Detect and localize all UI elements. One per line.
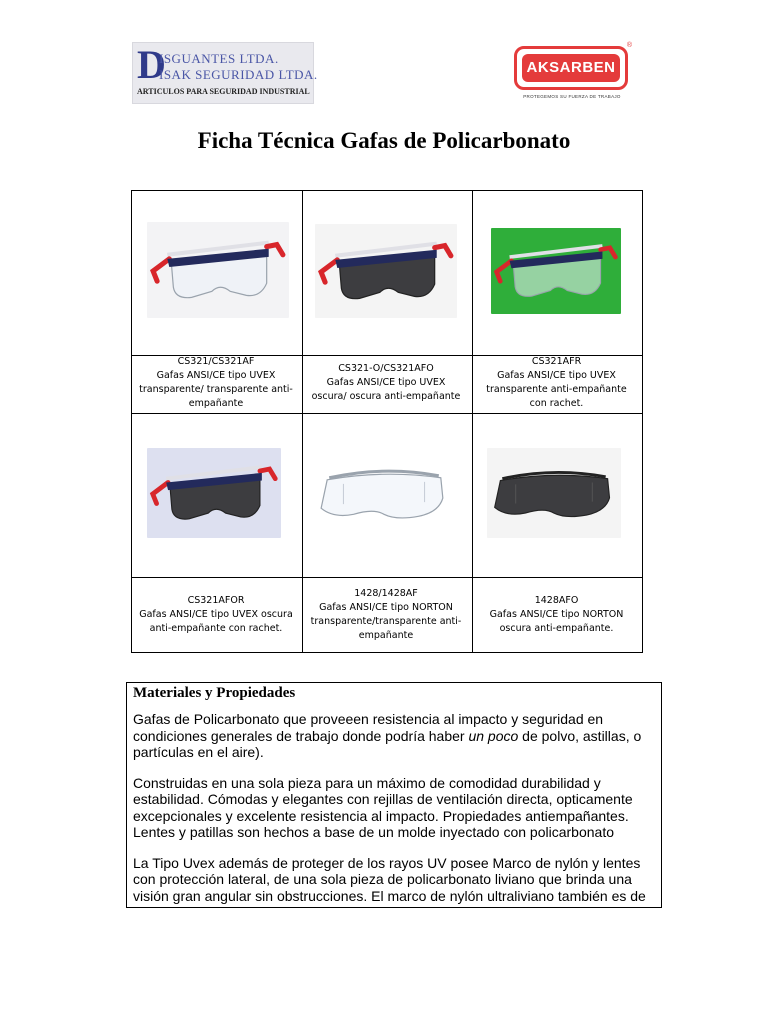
aksarben-name: AKSARBEN [522,54,620,82]
registered-mark: ® [626,42,632,49]
product-description-line: transparente/ transparente anti- [139,384,293,395]
safety-glasses-illustration [147,222,289,318]
aksarben-logo [512,44,632,100]
product-photo [491,228,621,314]
p1-text-b: de polvo, astillas, o partículas en el aire). [133,727,642,760]
product-code: CS321AFR [531,356,582,367]
product-code: 1428AFO [534,594,579,606]
logo-tagline: ARTICULOS PARA SEGURIDAD INDUSTRIAL [137,87,310,96]
row-divider [132,413,642,414]
product-photo [315,224,457,318]
product-description-line: transparente anti-empañante [486,384,627,395]
materials-heading: Materiales y Propiedades [133,685,296,701]
aksarben-slogan: PROTEGEMOS SU FUERZA DE TRABAJO [523,94,621,99]
product-photo [147,448,281,538]
safety-glasses-illustration [313,444,455,542]
disguantes-logo [132,42,318,104]
aksarben-badge [514,46,628,90]
product-description-line: Gafas ANSI/CE tipo UVEX oscura [139,608,293,620]
page-title: Ficha Técnica Gafas de Policarbonato [197,128,571,153]
product-code: 1428/1428AF [354,587,418,599]
product-code: CS321AFOR [187,594,245,606]
logo-letter: D [137,42,166,87]
product-description-line: transparente/transparente anti- [310,615,462,627]
materials-paragraph-1 [133,711,654,761]
product-caption [133,594,299,636]
product-description-line: Gafas ANSI/CE tipo NORTON [489,608,624,620]
product-photo [147,222,289,318]
column-divider [472,191,473,652]
product-description-line: Gafas ANSI/CE tipo UVEX [326,377,446,388]
materials-paragraph-3: La Tipo Uvex además de proteger de los rayos UV posee Marco de nylón y lentes con protección lateral, de una sola pieza de policarbonato liviano que brinda una visión gran angular sin obstrucciones. El marco de nylón ultraliviano también es de [133,854,646,904]
materials-section [126,682,662,908]
logo-company-2: ISAK SEGURIDAD LTDA. [159,67,318,82]
product-caption [303,362,469,404]
product-description-line: empañante [358,629,414,641]
product-caption [133,355,299,411]
product-code: CS321-O/CS321AFO [338,363,434,374]
product-description-line: empañante [188,398,244,409]
product-photo [487,448,621,538]
product-description-line: Gafas ANSI/CE tipo UVEX [156,370,276,381]
product-description-line: oscura anti-empañante. [499,622,614,634]
product-code: CS321/CS321AF [177,356,255,367]
safety-glasses-illustration [147,448,281,538]
materials-paragraph-2: Construidas en una sola pieza para un máximo de comodidad durabilidad y estabilidad. Cómodas y elegantes con rejillas de ventilación directa, opticamente excepcionales y excelente resistencia al impacto. Propiedades antiempañantes. Lentes y patillas son hechos a base de un molde inyectado con policarbonato [133,774,633,840]
row-divider [132,577,642,578]
safety-glasses-illustration [491,228,621,314]
column-divider [302,191,303,652]
product-caption [473,594,640,636]
product-description-line: oscura/ oscura anti-empañante [311,391,461,402]
product-photo [313,444,455,542]
safety-glasses-illustration [315,224,457,318]
product-description-line: con rachet. [529,398,584,409]
product-description-line: anti-empañante con rachet. [149,622,283,634]
product-caption [473,355,640,411]
logo-company-1: ISGUANTES LTDA. [159,51,279,66]
product-description-line: Gafas ANSI/CE tipo NORTON [319,601,453,613]
safety-glasses-illustration [487,448,621,538]
p1-text-a: Gafas de Policarbonato que proveeen resistencia al impacto y seguridad en condiciones generales de trabajo donde podría haber [133,711,604,744]
p1-emphasis: un poco [468,727,519,744]
product-caption [303,587,469,643]
product-description-line: Gafas ANSI/CE tipo UVEX [497,370,616,381]
